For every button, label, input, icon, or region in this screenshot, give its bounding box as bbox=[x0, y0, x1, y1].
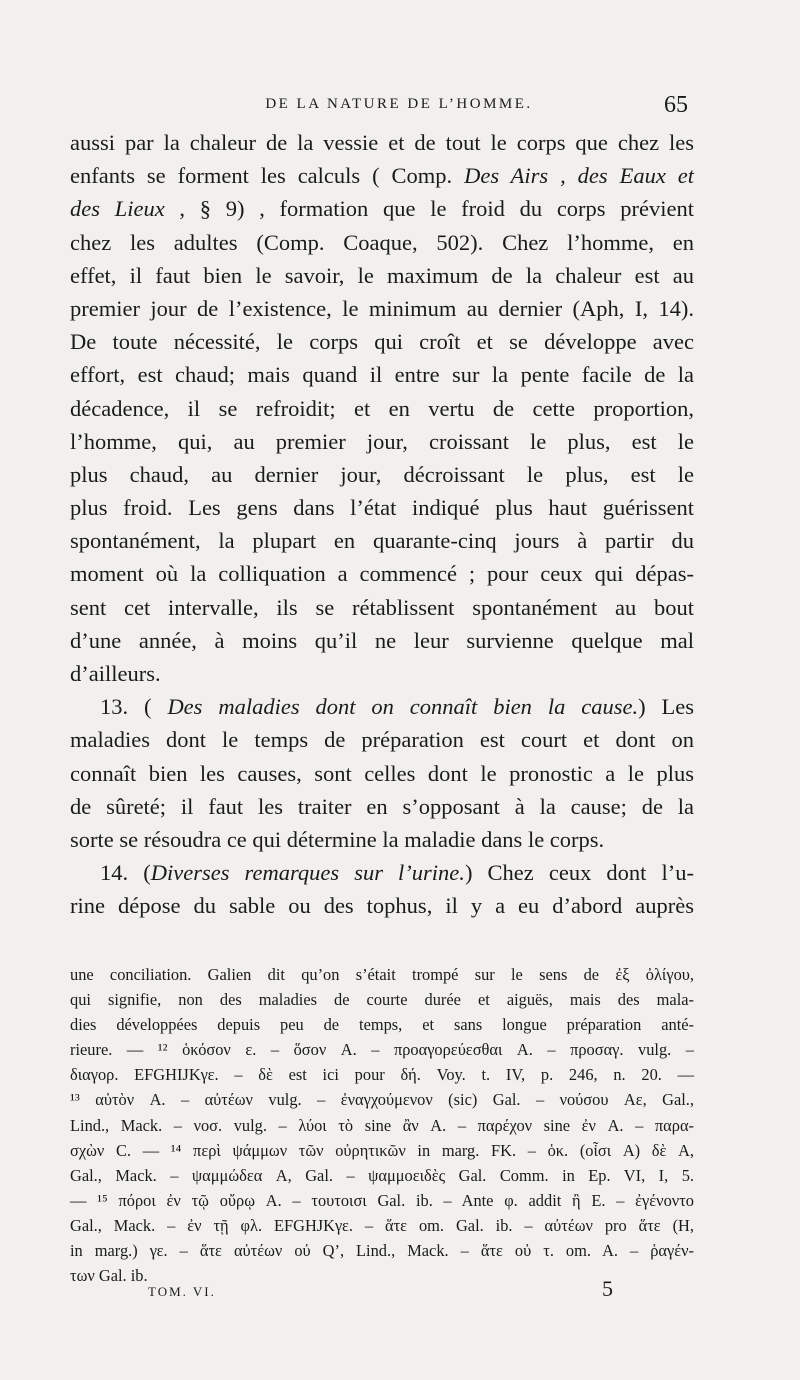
body-line: premier jour de l’existence, le minimum au dernier (Aph, I, 14). bbox=[70, 295, 694, 321]
footnote-line: in marg.) γε. – ἅτε αὐτέων οὐ Q’, Lind., Mack. – ἅτε οὐ τ. om. A. – ῥαγέν- bbox=[70, 1241, 694, 1261]
body-line: connaît bien les causes, sont celles dont le pronostic a le plus bbox=[70, 760, 694, 786]
footnotes bbox=[70, 962, 694, 1288]
running-title: DE LA NATURE DE L’HOMME. bbox=[265, 96, 533, 112]
footnote-line: Gal., Mack. – ψαμμώδεα A, Gal. – ψαμμοειδὲς Gal. Comm. in Ep. VI, I, 5. bbox=[70, 1165, 694, 1185]
body-line: De toute nécessité, le corps qui croît et se développe avec bbox=[70, 329, 694, 355]
footnote-line: Lind., Mack. – νοσ. vulg. – λύοι τὸ sine ἂν A. – παρέχον sine ἐν A. – παρα- bbox=[70, 1115, 694, 1135]
footnote-line: dies développées depuis peu de temps, et sans longue préparation anté- bbox=[70, 1015, 694, 1035]
body-line: moment où la colliquation a commencé ; pour ceux qui dépas- bbox=[70, 561, 694, 587]
body-line: enfants se forment les calculs ( Comp. Des Airs , des Eaux et bbox=[70, 163, 694, 189]
body-line: maladies dont le temps de préparation est court et dont on bbox=[70, 727, 694, 753]
body-line: spontanément, la plupart en quarante-cinq jours à partir du bbox=[70, 528, 694, 554]
footnote-line: — ¹⁵ πόροι ἐν τῷ οὔρῳ A. – τουτοισι Gal. ib. – Ante φ. addit ἢ E. – ἐγένοντο bbox=[70, 1190, 694, 1210]
body-line: sent cet intervalle, ils se rétablissent spontanément au bout bbox=[70, 594, 694, 620]
body-line: d’ailleurs. bbox=[70, 661, 161, 686]
footnote-line: των Gal. ib. bbox=[70, 1266, 148, 1286]
footnote-line: qui signifie, non des maladies de courte durée et aiguës, mais des mala- bbox=[70, 990, 694, 1010]
footnote-line: σχὼν C. — ¹⁴ περὶ ψάμμων τῶν οὐρητικῶν in marg. FK. – ὁκ. (οἶσι A) δὲ A, bbox=[70, 1140, 694, 1160]
footnote-line: Gal., Mack. – ἐν τῇ φλ. EFGHJKγε. – ἅτε om. Gal. ib. – αὐτέων pro ἅτε (H, bbox=[70, 1215, 694, 1235]
body-line: décadence, il se refroidit; et en vertu de cette proportion, bbox=[70, 395, 694, 421]
section-14-heading: 14. (Diverses remarques sur l’urine.) Chez ceux dont l’u- bbox=[100, 860, 694, 886]
body-line: effet, il faut bien le savoir, le maximum de la chaleur est au bbox=[70, 262, 694, 288]
body-line: de sûreté; il faut les traiter en s’opposant à la cause; de la bbox=[70, 793, 694, 819]
section-14-title: Diverses remarques sur l’urine. bbox=[150, 860, 465, 886]
body-line: d’une année, à moins qu’il ne leur survienne quelque mal bbox=[70, 627, 694, 653]
body-line: chez les adultes (Comp. Coaque, 502). Chez l’homme, en bbox=[70, 229, 694, 255]
body-line: effort, est chaud; mais quand il entre sur la pente facile de la bbox=[70, 362, 694, 388]
footnote-line: ¹³ αὐτὸν A. – αὐτέων vulg. – ἐναγχούμενον (sic) Gal. – νούσου Aε, Gal., bbox=[70, 1090, 694, 1110]
body-line: des Lieux , § 9) , formation que le froid du corps prévient bbox=[70, 196, 694, 222]
sheet-mark: 5 bbox=[602, 1276, 613, 1301]
body-line: plus froid. Les gens dans l’état indiqué plus haut guérissent bbox=[70, 495, 694, 521]
footnote-line: διαγορ. EFGHIJKγε. – δὲ est ici pour δή. Voy. t. IV, p. 246, n. 20. — bbox=[70, 1065, 694, 1085]
section-13-heading: 13. ( Des maladies dont on connaît bien la cause.) Les bbox=[100, 694, 694, 720]
volume-signature: TOM. VI. bbox=[148, 1284, 216, 1299]
body-line: aussi par la chaleur de la vessie et de tout le corps que chez les bbox=[70, 130, 694, 155]
footnote-line: rieure. — ¹² ὁκόσον ε. – ὅσον A. – προαγορεύεσθαι A. – προσαγ. vulg. – bbox=[70, 1040, 694, 1060]
body-line: l’homme, qui, au premier jour, croissant le plus, est le bbox=[70, 428, 694, 454]
body-line: plus chaud, au dernier jour, décroissant le plus, est le bbox=[70, 461, 694, 487]
running-head bbox=[70, 92, 688, 120]
page-number: 65 bbox=[664, 92, 688, 118]
body-line: sorte se résoudra ce qui détermine la maladie dans le corps. bbox=[70, 826, 605, 852]
body-text bbox=[70, 126, 694, 923]
body-line: rine dépose du sable ou des tophus, il y a eu d’abord auprès bbox=[70, 893, 694, 919]
section-13-title: Des maladies dont on connaît bien la cause. bbox=[167, 694, 639, 720]
footnote-line: une conciliation. Galien dit qu’on s’était trompé sur le sens de ἐξ ὀλίγου, bbox=[70, 965, 694, 984]
